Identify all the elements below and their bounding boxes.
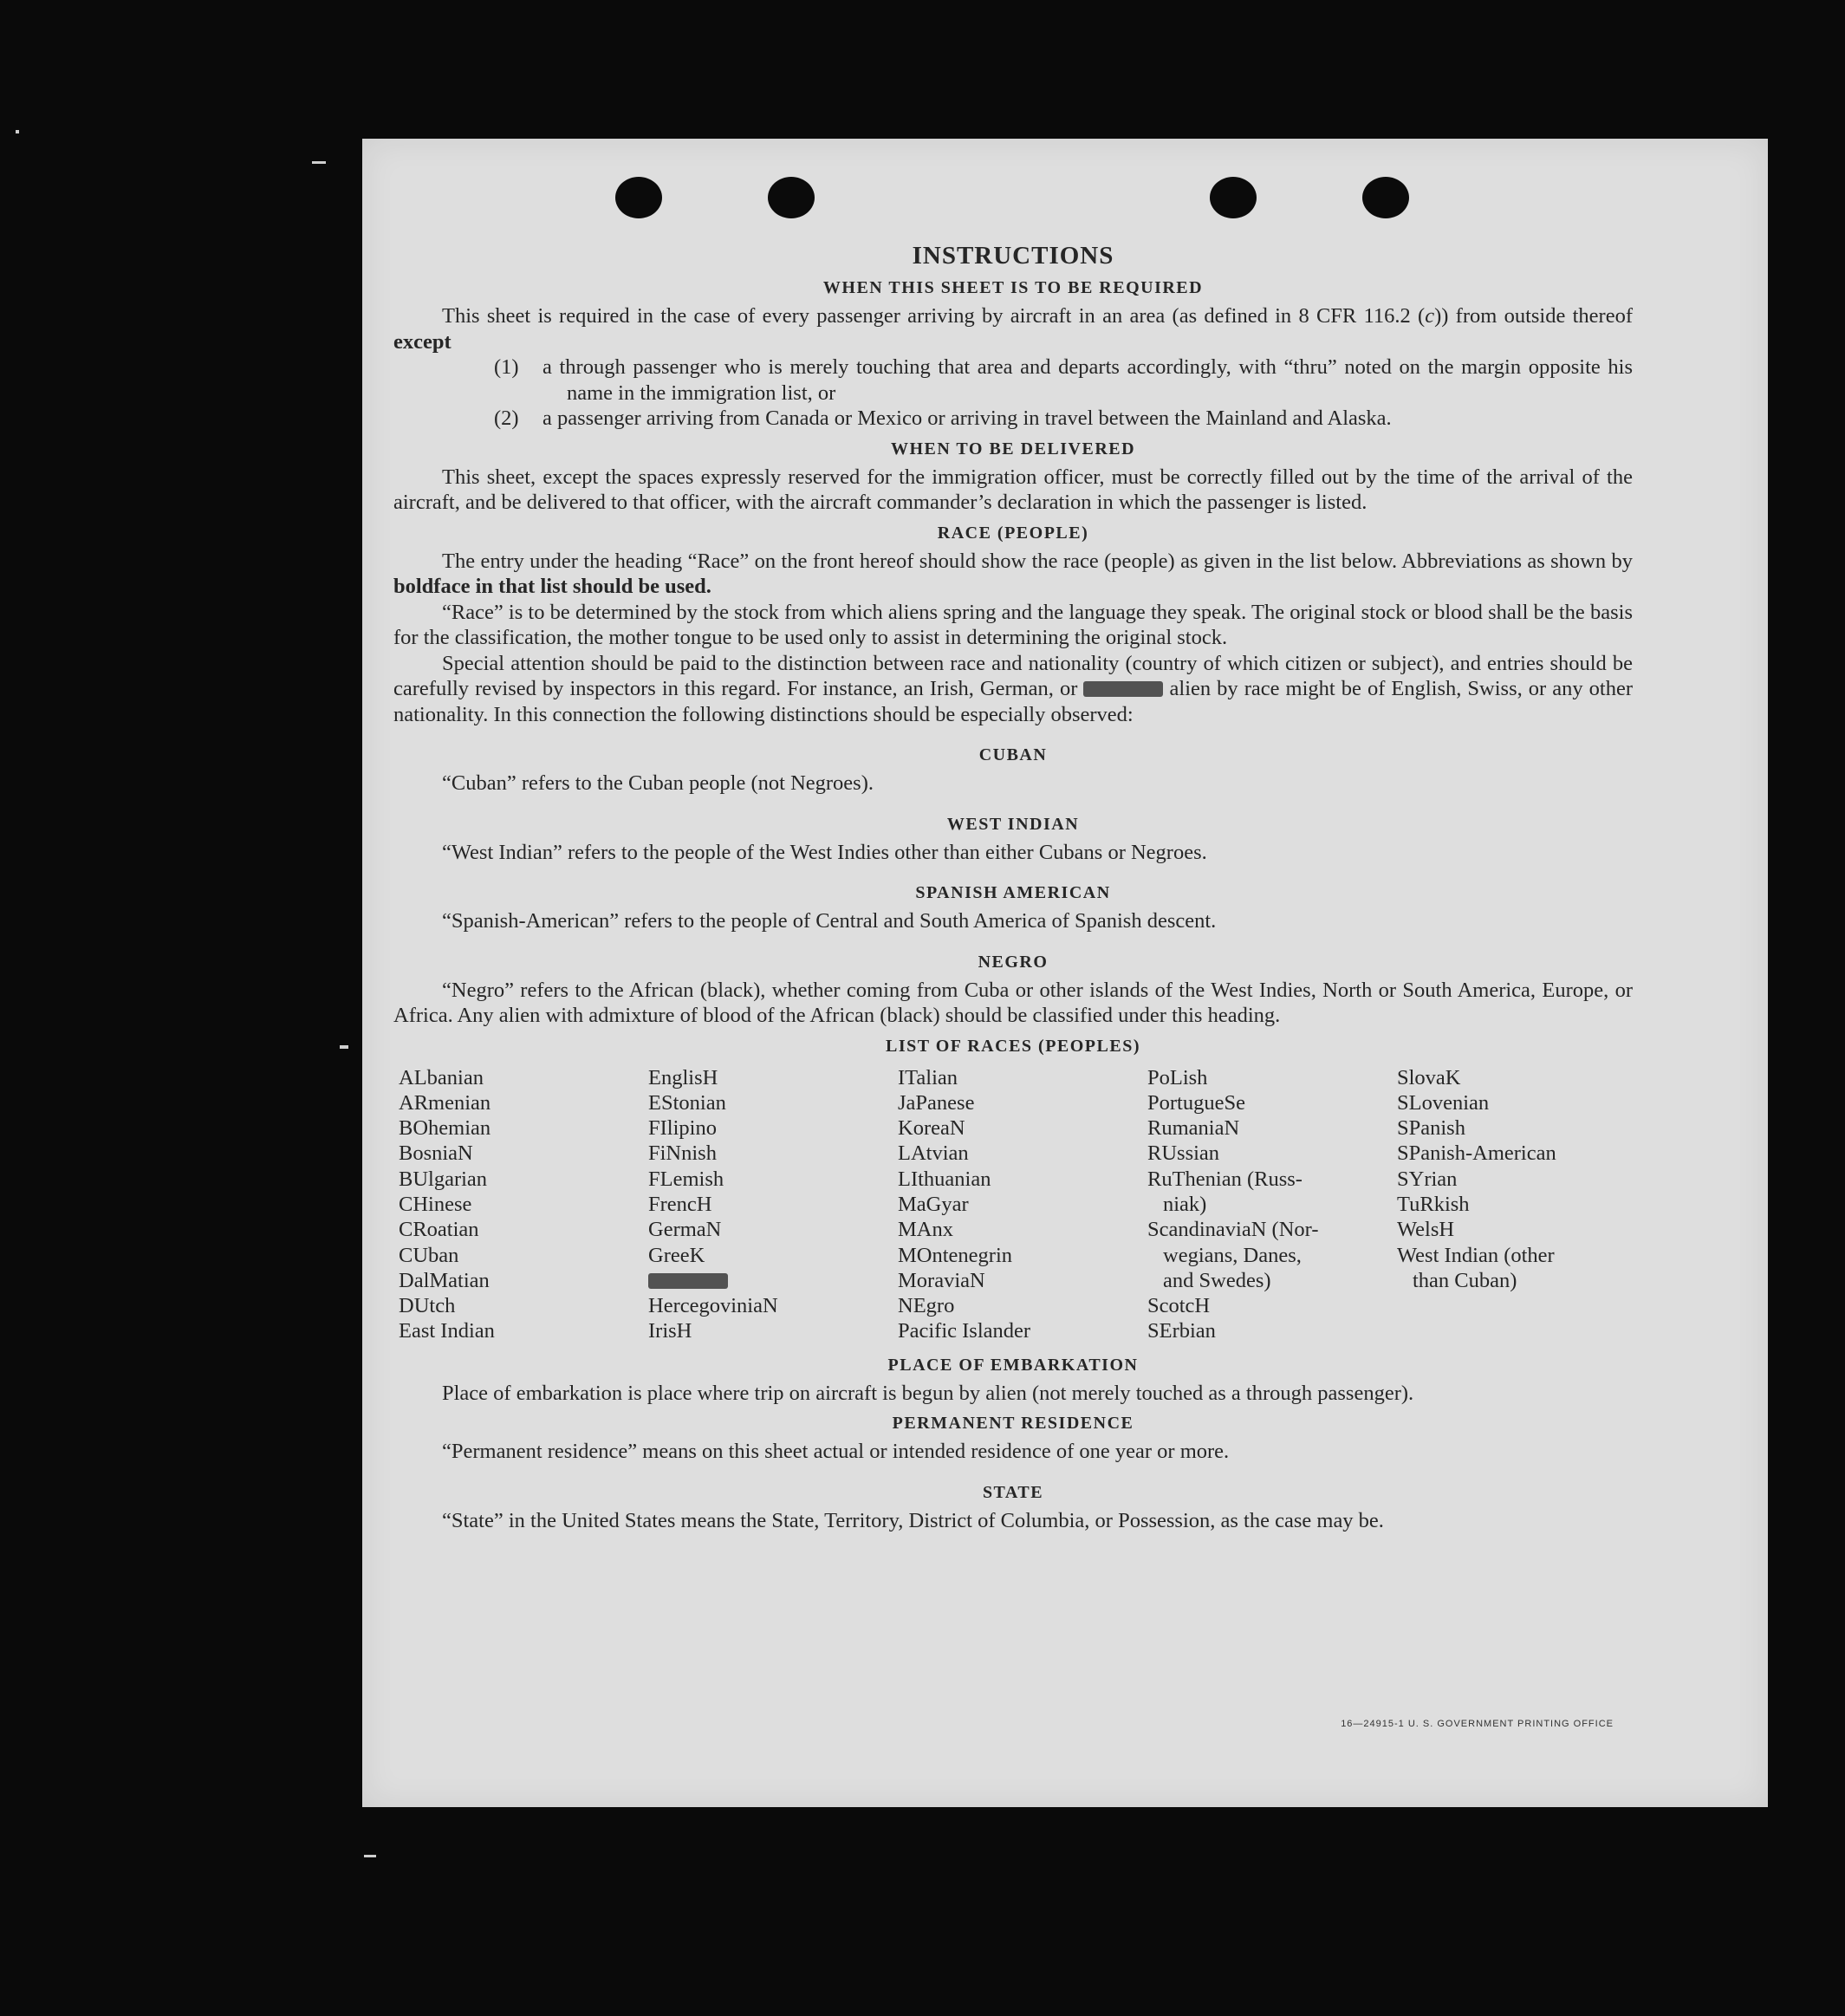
race-entry: MOntenegrin bbox=[898, 1243, 1012, 1267]
race-entry: NEgro bbox=[898, 1294, 955, 1318]
race-entry: CHinese bbox=[399, 1192, 472, 1216]
document-page bbox=[362, 139, 1768, 1807]
race-paragraph-3: Special attention should be paid to the distinction between race and nationality (country of which citizen or subject), and entries should be carefully revised by inspectors in this regard. For instance, an Irish, German, or alien by race might be of English, Swiss, or any other nationality. In this connection the following distinctions should be especially observed: bbox=[393, 651, 1634, 726]
race-column bbox=[1147, 1065, 1388, 1344]
race-entry: EStonian bbox=[648, 1090, 726, 1115]
race-entry: niak) bbox=[1163, 1192, 1207, 1216]
race-entry: FIlipino bbox=[648, 1116, 717, 1141]
redaction-mark bbox=[1083, 681, 1163, 697]
race-entry: MAnx bbox=[898, 1218, 953, 1242]
scan-speck bbox=[312, 161, 326, 164]
race-entry: BUlgarian bbox=[399, 1167, 488, 1191]
race-entry: ARmenian bbox=[399, 1090, 491, 1115]
scan-speck bbox=[340, 1045, 348, 1049]
race-entry: GreeK bbox=[648, 1243, 705, 1267]
race-entry: FLemish bbox=[648, 1167, 724, 1191]
heading-race: RACE (PEOPLE) bbox=[937, 523, 1089, 543]
heading-spanish-american: SPANISH AMERICAN bbox=[915, 883, 1111, 902]
race-entry: Pacific Islander bbox=[898, 1319, 1031, 1343]
race-entry: LIthuanian bbox=[898, 1167, 991, 1191]
race-column bbox=[648, 1065, 889, 1344]
embarkation-text: Place of embarkation is place where trip on aircraft is begun by alien (not merely touched as a through passenger). bbox=[442, 1381, 1414, 1405]
when-delivered-text: This sheet, except the spaces expressly reserved for the immigration officer, must be correctly filled out by the time of the arrival of the aircraft, and be delivered to that officer, with the aircraft commander’s declaration in which the passenger is listed. bbox=[393, 465, 1633, 514]
west-indian-text: “West Indian” refers to the people of the West Indies other than either Cubans or Negroes. bbox=[442, 840, 1207, 864]
heading-residence: PERMANENT RESIDENCE bbox=[892, 1414, 1134, 1434]
race-column bbox=[399, 1065, 640, 1344]
race-entry: TuRkish bbox=[1397, 1192, 1470, 1216]
heading-negro: NEGRO bbox=[978, 952, 1049, 972]
race-entry: ITalian bbox=[898, 1065, 958, 1089]
heading-embarkation: PLACE OF EMBARKATION bbox=[887, 1355, 1139, 1375]
race-entry: WelsH bbox=[1397, 1218, 1455, 1242]
race-entry: East Indian bbox=[399, 1319, 495, 1343]
race-entry: SYrian bbox=[1397, 1167, 1458, 1191]
race-entry: IrisH bbox=[648, 1319, 692, 1343]
race-entry: BosniaN bbox=[399, 1141, 473, 1166]
race-entry: FrencH bbox=[648, 1192, 712, 1216]
punch-hole bbox=[1362, 177, 1409, 218]
printing-office-footer: 16—24915-1 U. S. GOVERNMENT PRINTING OFFICE bbox=[1341, 1719, 1614, 1729]
race-entry: BOhemian bbox=[399, 1116, 491, 1141]
race-entry: KoreaN bbox=[898, 1116, 965, 1141]
race-entry: GermaN bbox=[648, 1218, 722, 1242]
state-text: “State” in the United States means the State, Territory, District of Columbia, or Possession, as the case may be. bbox=[442, 1508, 1384, 1532]
race-entry: RumaniaN bbox=[1147, 1116, 1240, 1141]
race-entry: SLovenian bbox=[1397, 1090, 1490, 1115]
punch-hole bbox=[768, 177, 815, 218]
race-entry: and Swedes) bbox=[1163, 1268, 1271, 1292]
race-entry: DalMatian bbox=[399, 1268, 490, 1292]
race-column bbox=[898, 1065, 1139, 1344]
race-column bbox=[1397, 1065, 1638, 1344]
negro-text: “Negro” refers to the African (black), whether coming from Cuba or other islands of the West Indies, North or South America, Europe, or Africa. Any alien with admixture of blood of the African (black) should be classified under this heading. bbox=[393, 978, 1633, 1027]
race-list bbox=[399, 1065, 1638, 1344]
race-entry: CUban bbox=[399, 1243, 459, 1267]
race-entry: ScandinaviaN (Nor- bbox=[1147, 1218, 1319, 1242]
page-title: INSTRUCTIONS bbox=[912, 242, 1114, 270]
cuban-text: “Cuban” refers to the Cuban people (not Negroes). bbox=[442, 771, 874, 795]
race-entry: FiNnish bbox=[648, 1141, 717, 1166]
race-entry: SPanish-American bbox=[1397, 1141, 1556, 1166]
race-paragraph-2: “Race” is to be determined by the stock from which aliens spring and the language they speak. The original stock or blood shall be the basis for the classification, the mother tongue to be used only to assist in determining the original stock. bbox=[393, 600, 1633, 649]
race-entry: CRoatian bbox=[399, 1218, 479, 1242]
scan-speck bbox=[16, 130, 19, 133]
race-entry: ALbanian bbox=[399, 1065, 484, 1089]
scan-speck bbox=[364, 1855, 376, 1857]
when-required-intro: This sheet is required in the case of every passenger arriving by aircraft in an area (as defined in 8 CFR 116.2 (c)) from outside thereof except bbox=[393, 304, 1633, 354]
race-entry: LAtvian bbox=[898, 1141, 969, 1166]
race-entry: JaPanese bbox=[898, 1090, 975, 1115]
race-entry: RuThenian (Russ- bbox=[1147, 1167, 1303, 1191]
exception-item: (2) a passenger arriving from Canada or Mexico or arriving in travel between the Mainland and Alaska. bbox=[494, 406, 1392, 430]
race-entry: ScotcH bbox=[1147, 1294, 1211, 1318]
race-entry: PoLish bbox=[1147, 1065, 1208, 1089]
residence-text: “Permanent residence” means on this sheet actual or intended residence of one year or more. bbox=[442, 1440, 1230, 1464]
race-entry: EnglisH bbox=[648, 1065, 718, 1089]
spanish-american-text: “Spanish-American” refers to the people of Central and South America of Spanish descent. bbox=[442, 909, 1217, 933]
race-entry-redacted bbox=[648, 1268, 889, 1293]
race-entry: SErbian bbox=[1147, 1319, 1216, 1343]
race-entry: HercegoviniaN bbox=[648, 1294, 778, 1318]
race-entry: SPanish bbox=[1397, 1116, 1465, 1141]
heading-west-indian: WEST INDIAN bbox=[946, 814, 1080, 834]
heading-when-required: WHEN THIS SHEET IS TO BE REQUIRED bbox=[822, 278, 1204, 297]
race-entry: than Cuban) bbox=[1413, 1268, 1517, 1292]
race-entry: wegians, Danes, bbox=[1163, 1243, 1302, 1267]
race-entry: DUtch bbox=[399, 1294, 456, 1318]
race-paragraph-1: The entry under the heading “Race” on the front hereof should show the race (people) as given in the list below. Abbreviations as shown by boldface in that list should be used. bbox=[393, 549, 1633, 598]
heading-cuban: CUBAN bbox=[978, 745, 1048, 764]
race-entry: PortugueSe bbox=[1147, 1090, 1245, 1115]
exception-item: (1) a through passenger who is merely touching that area and departs accordingly, with “thru” noted on the margin opposite his name in the immigration list, or bbox=[494, 355, 1633, 405]
punch-hole bbox=[615, 177, 662, 218]
race-entry: RUssian bbox=[1147, 1141, 1220, 1166]
heading-when-delivered: WHEN TO BE DELIVERED bbox=[890, 439, 1136, 458]
race-entry: West Indian (other bbox=[1397, 1243, 1555, 1267]
redaction-mark bbox=[648, 1273, 728, 1289]
heading-list-of-races: LIST OF RACES (PEOPLES) bbox=[885, 1036, 1140, 1056]
race-entry: MoraviaN bbox=[898, 1268, 985, 1292]
heading-state: STATE bbox=[982, 1482, 1044, 1502]
punch-hole bbox=[1210, 177, 1257, 218]
race-entry: SlovaK bbox=[1397, 1065, 1461, 1089]
race-entry: MaGyar bbox=[898, 1192, 969, 1216]
instructions-body bbox=[393, 241, 1633, 1533]
